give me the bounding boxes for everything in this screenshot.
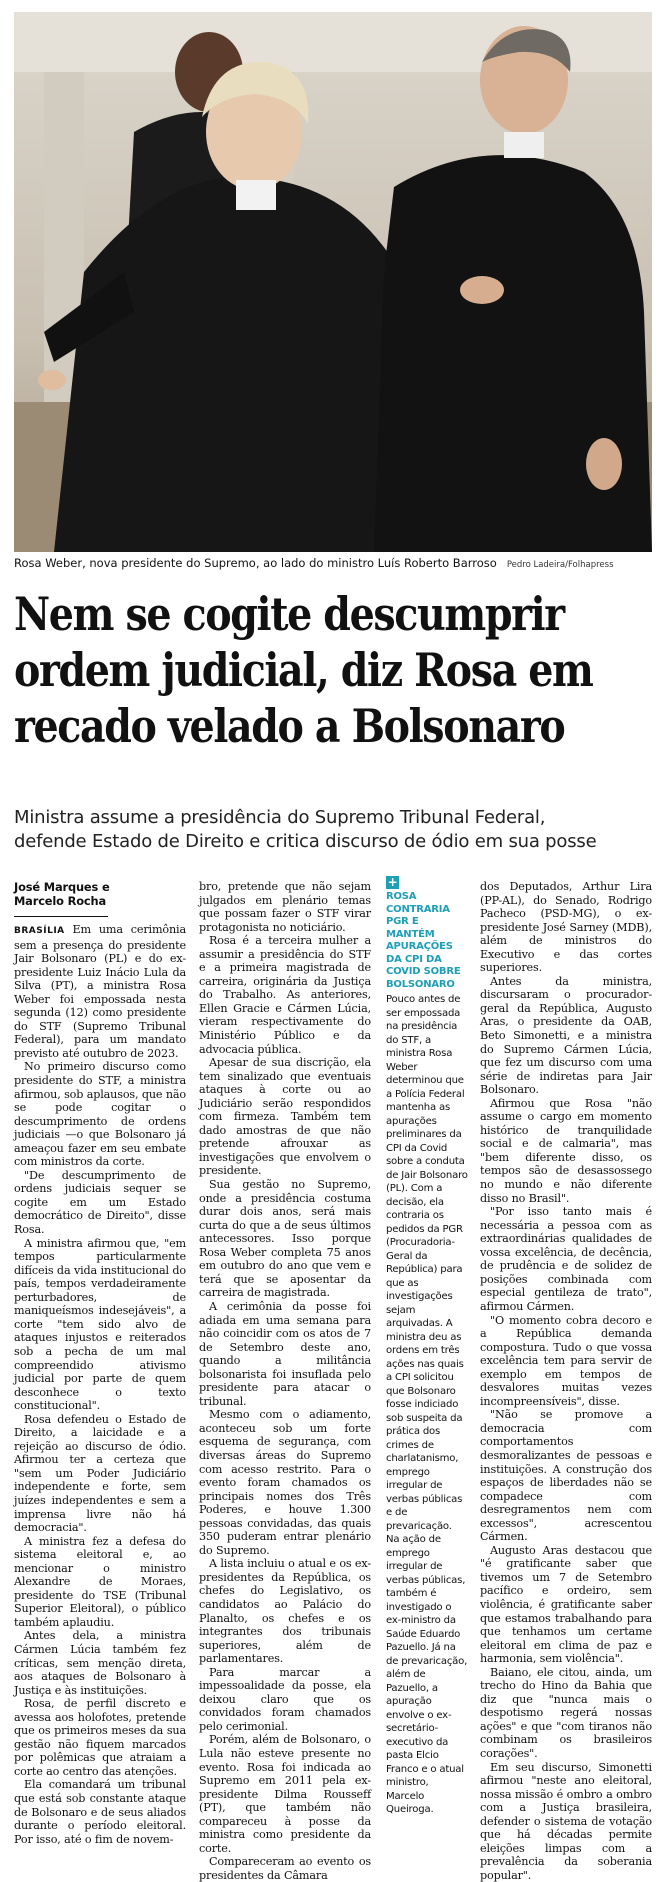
- paragraph: No primeiro discurso como presidente do STF, a ministra afirmou, sob aplausos, que não se pode cogitar o descumprimento de ordens judiciais —o que Bolsonaro já ameaçou fazer em seu embate com ministros da corte.: [14, 1060, 186, 1169]
- paragraph: "De descumprimento de ordens judiciais sequer se cogite em um Estado democrático de Direito", disse Rosa.: [14, 1168, 186, 1237]
- paragraph: A ministra fez a defesa do sistema eleitoral e, ao mencionar o ministro Alexandre de Moraes, presidente do TSE (Tribunal Superior Eleitoral), o público também aplaudiu.: [14, 1534, 186, 1629]
- headline-line: recado velado a Bolsonaro: [14, 699, 565, 753]
- paragraph: Baiano, ele citou, ainda, um trecho do Hino da Bahia que diz que "nunca mais o despotismo regerá nossas ações" e que "com tiranos não combinam os brasileiros corações".: [480, 1665, 652, 1760]
- byline: [14, 880, 186, 908]
- article-column-2: [199, 880, 371, 1882]
- subhead-line: defende Estado de Direito e critica discurso de ódio em sua posse: [14, 831, 597, 852]
- article-column-4: [480, 880, 652, 1882]
- paragraph: Em seu discurso, Simonetti afirmou "neste ano eleitoral, nossa missão é ombro a ombro com a Justiça brasileira, defender o sistema de votação que há décadas permite eleições limpas com a prevalência da soberania popular".: [480, 1760, 652, 1882]
- paragraph: Antes dela, a ministra Cármen Lúcia também fez críticas, sem menção direta, aos ataques de Bolsonaro à Justiça e às instituições.: [14, 1629, 186, 1697]
- paragraph: Apesar de sua discrição, ela tem sinalizado que eventuais ataques à corte ou ao Judiciário serão respondidos com firmeza. Também tem dado amostras de que não pretende afrouxar as investigações que envolvem o presidente.: [199, 1056, 371, 1178]
- subhead-line: Ministra assume a presidência do Supremo Tribunal Federal,: [14, 807, 546, 828]
- sidebar-title: ROSA CONTRARIA PGR E MANTÉM APURAÇÕES DA CPI DA COVID SOBRE BOLSONARO: [386, 891, 461, 990]
- paragraph: Ela comandará um tribunal que está sob constante ataque de Bolsonaro e de seus aliados durante o período eleitoral. Por isso, até o fim de novem-: [14, 1778, 186, 1846]
- paragraph: bro, pretende que não sejam julgados em plenário temas que possam fazer o STF virar protagonista no noticiário.: [199, 880, 371, 934]
- byline-rule: [14, 916, 108, 917]
- headline: [14, 586, 654, 754]
- photo-credit: Pedro Ladeira/Folhapress: [506, 560, 614, 570]
- paragraph-text: Em uma cerimônia sem a presença do presidente Jair Bolsonaro (PL) e do ex-presidente Luiz Inácio Lula da Silva (PT), a ministra Rosa Weber foi empossada nesta segunda (12) como presidente do STF (Supremo Tribunal Federal), para um mandato previsto até outubro de 2023.: [14, 923, 186, 1060]
- paragraph: Porém, além de Bolsonaro, o Lula não esteve presente no evento. Rosa foi indicada ao Supremo em 2011 pela ex-presidente Dilma Rousseff (PT), que também não compareceu à posse da ministra como presidente da corte.: [199, 1733, 371, 1855]
- paragraph: "O momento cobra decoro e a República demanda compostura. Tudo o que vossa excelência tem para servir de exemplo em tempos de desvalores muitas vezes incompreensíveis", disse.: [480, 1313, 652, 1408]
- paragraph: A ministra afirmou que, "em tempos particularmente difíceis da vida institucional do país, tempos verdadeiramente perturbadores, de maniqueísmos indesejáveis", a corte "tem sido alvo de ataques injustos e reiterados sob a pecha de um mal compreendido ativismo judicial por parte de quem desconhece o texto constitucional".: [14, 1236, 186, 1413]
- paragraph: "Por isso tanto mais é necessária a pessoa com as extraordinárias qualidades de vossa excelência, de decência, de prudência e de solidez de posições combinada com especial gentileza de trato", afirmou Cármen.: [480, 1205, 652, 1313]
- plus-icon: +: [387, 875, 398, 889]
- paragraph: Para marcar a impessoalidade da posse, ela deixou claro que os convidados foram chamados pelo cerimonial.: [199, 1665, 371, 1733]
- sidebar-box: [386, 876, 468, 1817]
- byline-line: Marcelo Rocha: [14, 894, 107, 908]
- paragraph: Rosa é a terceira mulher a assumir a presidência do STF e a primeira magistrada de carreira, originária da Justiça do Trabalho. As anteriores, Ellen Gracie e Cármen Lúcia, vieram respectivamente do Ministério Público e da advocacia pública.: [199, 934, 371, 1056]
- paragraph: Augusto Aras destacou que "é gratificante saber que tivemos um 7 de Setembro pacífico e ordeiro, sem violência, é gratificante saber que estamos trabalhando para que tenhamos um certame eleitoral em clima de paz e harmonia, sem violência".: [480, 1543, 652, 1666]
- caption-text: Rosa Weber, nova presidente do Supremo, ao lado do ministro Luís Roberto Barroso: [14, 556, 497, 570]
- paragraph: Rosa, de perfil discreto e avessa aos holofotes, pretende que os primeiros meses da sua gestão não fiquem marcados por polêmicas que atraiam a corte ao centro das atenções.: [14, 1697, 186, 1778]
- dateline: BRASÍLIA: [14, 926, 65, 936]
- paragraph: Mesmo com o adiamento, aconteceu sob um forte esquema de segurança, com diversas áreas do Supremo com acesso restrito. Para o evento foram chamados os principais nomes dos Três Poderes, e houve 1.300 pessoas convidadas, das quais 350 puderam entrar plenário do Supremo.: [199, 1408, 371, 1557]
- paragraph: A cerimônia da posse foi adiada em uma semana para não coincidir com os atos de 7 de Setembro deste ano, quando a militância bolsonarista foi insuflada pelo presidente para atacar o tribunal.: [199, 1299, 371, 1408]
- paragraph: "Não se promove a democracia com comportamentos desmoralizantes de pessoas e instituições. A construção dos espaços de liberdades não se compadece com desregramentos nem com excessos", acrescentou Cármen.: [480, 1408, 652, 1544]
- paragraph: Compareceram ao evento os presidentes da Câmara: [199, 1855, 371, 1882]
- paragraph: Rosa defendeu o Estado de Direito, a laicidade e a rejeição ao discurso de ódio. Afirmou ter a certeza que "sem um Poder Judiciário independente e forte, sem juízes independentes e sem a imprensa livre não há democracia".: [14, 1412, 186, 1535]
- paragraph: dos Deputados, Arthur Lira (PP-AL), do Senado, Rodrigo Pacheco (PSD-MG), o ex-presidente José Sarney (MDB), além de ministros do Executivo e das cortes superiores.: [480, 880, 652, 975]
- sidebar-text: Pouco antes de ser empossada na presidência do STF, a ministra Rosa Weber determinou que a Polícia Federal mantenha as apurações preliminares da CPI da Covid sobre a conduta de Jair Bolsonaro (PL). Com a decisão, ela contraria os pedidos da PGR (Procuradoria-Geral da República) para que as investigações sejam arquivadas. A ministra deu as ordens em três ações nas quais a CPI solicitou que Bolsonaro fosse indiciado sob suspeita da prática dos crimes de charlatanismo, emprego irregular de verbas públicas e de prevaricação. Na ação de emprego irregular de verbas públicas, também é investigado o ex-ministro da Saúde Eduardo Pazuello. Já na de prevaricação, além de Pazuello, a apuração envolve o ex-secretário-executivo da pasta Elcio Franco e o atual ministro, Marcelo Queiroga.: [386, 994, 468, 1815]
- photo-caption: [14, 556, 652, 574]
- byline-line: José Marques e: [14, 880, 110, 894]
- paragraph: [14, 923, 186, 1060]
- subheadline: [14, 806, 654, 854]
- headline-line: ordem judicial, diz Rosa em: [14, 643, 593, 697]
- article-column-1: [14, 880, 186, 1846]
- headline-line: Nem se cogite descumprir: [14, 587, 564, 641]
- photo-illustration: [14, 12, 652, 552]
- paragraph: Antes da ministra, discursaram o procurador-geral da República, Augusto Aras, o presidente da OAB, Beto Simonetti, e a ministra do Supremo Cármen Lúcia, que fez um discurso com uma série de indiretas para Jair Bolsonaro.: [480, 974, 652, 1097]
- article-photo: [14, 12, 652, 552]
- paragraph: Sua gestão no Supremo, onde a presidência costuma durar dois anos, será mais curta do que a de seus últimos antecessores. Isso porque Rosa Weber completa 75 anos em outubro do ano que vem e terá que se aposentar da carreira de magistrada.: [199, 1178, 371, 1300]
- paragraph: Afirmou que Rosa "não assume o cargo em momento histórico de tranquilidade social e de calmaria", mas "bem diferente disso, os tempos são de desassossego no mundo e não diferente disso no Brasil".: [480, 1096, 652, 1205]
- paragraph: A lista incluiu o atual e os ex-presidentes da República, os chefes do Legislativo, os candidatos ao Palácio do Planalto, os chefes e os integrantes dos tribunais superiores, além de parlamentares.: [199, 1557, 371, 1666]
